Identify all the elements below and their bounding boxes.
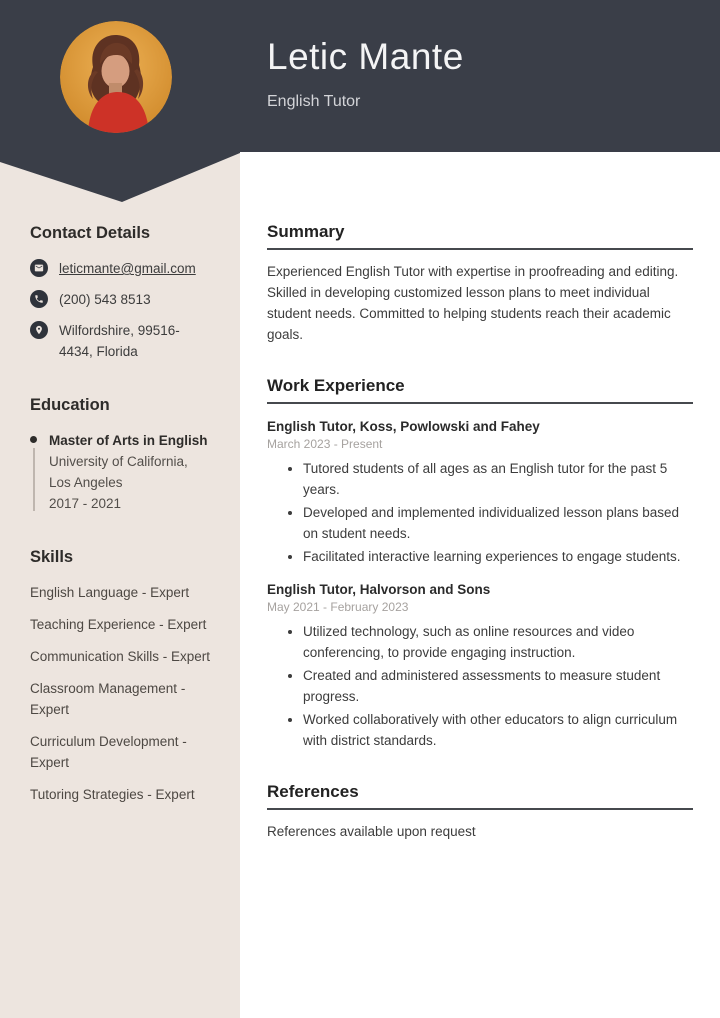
contact-row-location bbox=[30, 320, 212, 362]
skills-heading: Skills bbox=[30, 548, 74, 566]
job-title: English Tutor, Halvorson and Sons bbox=[267, 582, 491, 597]
job-bullet: • Tutored students of all ages as an English tutor for the past 5 years. bbox=[303, 458, 693, 500]
references-section bbox=[267, 782, 693, 842]
education-entry bbox=[30, 430, 212, 514]
references-heading: References bbox=[267, 782, 693, 810]
job-entry bbox=[267, 417, 693, 567]
education-degree: Master of Arts in English bbox=[49, 433, 208, 448]
education-entry-text bbox=[49, 430, 212, 514]
job-bullet-list bbox=[267, 458, 693, 567]
education-heading: Education bbox=[30, 396, 110, 414]
job-bullet-list bbox=[267, 621, 693, 751]
profile-photo-illustration bbox=[60, 21, 172, 133]
contact-section bbox=[30, 224, 212, 362]
skill-item: English Language - Expert bbox=[30, 585, 190, 600]
job-dates: May 2021 - February 2023 bbox=[267, 600, 409, 614]
person-name: Letic Mante bbox=[267, 36, 464, 77]
location-value: Wilfordshire, 99516-4434, Florida bbox=[59, 323, 180, 359]
timeline-dot bbox=[30, 436, 37, 443]
contact-heading: Contact Details bbox=[30, 224, 151, 242]
education-timeline-marker bbox=[30, 430, 37, 514]
skill-item: Communication Skills - Expert bbox=[30, 649, 211, 664]
skill-item: Classroom Management - Expert bbox=[30, 681, 186, 717]
header-text bbox=[267, 36, 464, 111]
timeline-line bbox=[33, 448, 35, 511]
contact-row-email bbox=[30, 258, 212, 279]
phone-value: (200) 543 8513 bbox=[59, 292, 151, 307]
job-bullet: • Developed and implemented individualized lesson plans based on student needs. bbox=[303, 502, 693, 544]
skill-item: Curriculum Development - Expert bbox=[30, 734, 187, 770]
location-icon bbox=[30, 321, 48, 339]
job-bullet: • Utilized technology, such as online resources and video conferencing, to provide engaging instruction. bbox=[303, 621, 693, 663]
experience-heading: Work Experience bbox=[267, 376, 693, 404]
skills-list bbox=[30, 582, 212, 805]
phone-icon bbox=[30, 290, 48, 308]
job-entry bbox=[267, 580, 693, 751]
education-years: 2017 - 2021 bbox=[49, 496, 122, 511]
job-dates: March 2023 - Present bbox=[267, 437, 383, 451]
main-content bbox=[267, 222, 693, 873]
job-title: English Tutor, Koss, Powlowski and Fahey bbox=[267, 419, 540, 434]
experience-section bbox=[267, 376, 693, 751]
education-school: University of California, Los Angeles bbox=[49, 454, 188, 490]
education-section bbox=[30, 396, 212, 514]
sidebar-content bbox=[30, 224, 212, 839]
job-bullet: • Facilitated interactive learning experiences to engage students. bbox=[303, 546, 693, 567]
person-job-title: English Tutor bbox=[267, 92, 361, 110]
summary-heading: Summary bbox=[267, 222, 693, 250]
skill-item: Teaching Experience - Expert bbox=[30, 617, 207, 632]
contact-row-phone bbox=[30, 289, 212, 310]
profile-photo bbox=[60, 21, 172, 133]
job-bullet: • Created and administered assessments to measure student progress. bbox=[303, 665, 693, 707]
email-icon bbox=[30, 259, 48, 277]
references-text: References available upon request bbox=[267, 824, 476, 839]
header-chevron bbox=[0, 152, 240, 202]
summary-text: Experienced English Tutor with expertise in proofreading and editing. Skilled in developing customized lesson plans to meet individual student needs. Committed to helping students reach their academic goals. bbox=[267, 264, 679, 342]
skills-section bbox=[30, 548, 212, 805]
job-bullet: • Worked collaboratively with other educators to align curriculum with district standards. bbox=[303, 709, 693, 751]
skill-item: Tutoring Strategies - Expert bbox=[30, 787, 195, 802]
summary-section bbox=[267, 222, 693, 345]
email-link[interactable]: leticmante@gmail.com bbox=[59, 261, 196, 276]
